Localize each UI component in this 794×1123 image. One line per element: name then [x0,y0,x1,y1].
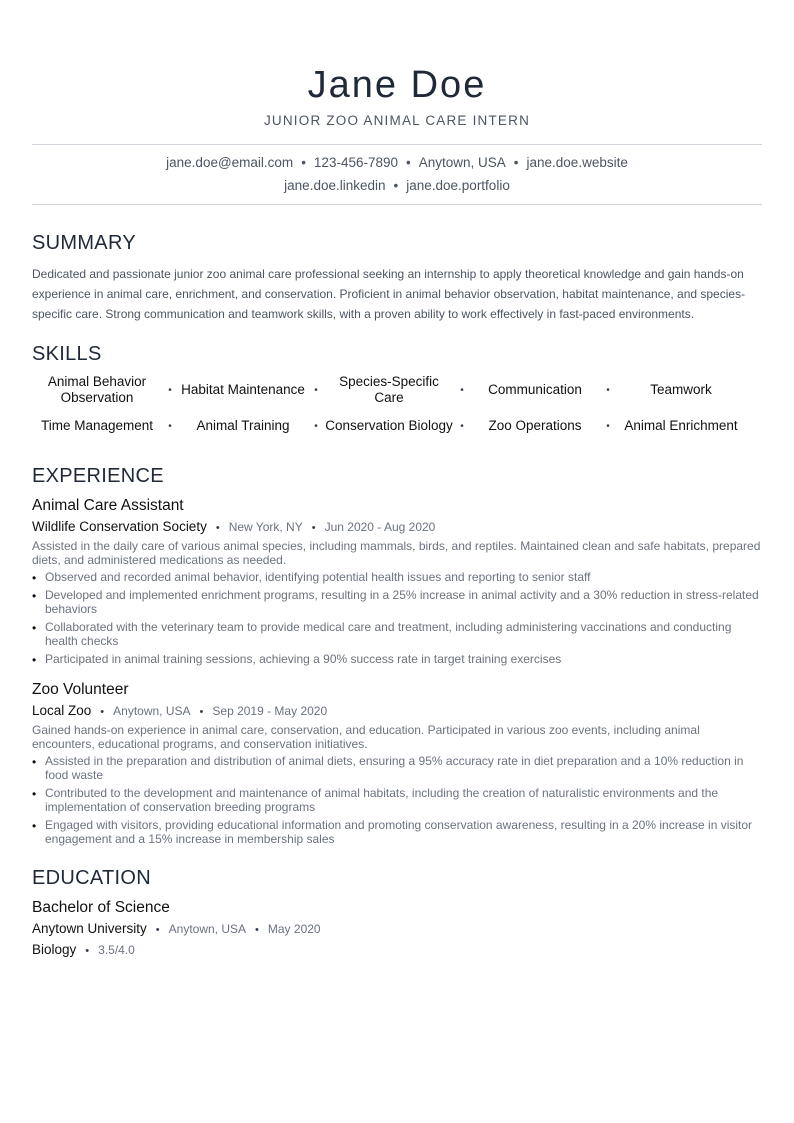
position-dates: Sep 2019 - May 2020 [212,704,328,718]
school-location: Anytown, USA [168,922,247,936]
skill-item: Conservation Biology [325,418,453,433]
achievement-list [32,754,762,846]
position-meta [32,518,762,537]
graduation-date: May 2020 [267,922,321,936]
achievement-item: • Engaged with visitors, providing educational information and promoting conservation awareness, resulting in a 20% increase in visitor engagement and a 15% increase in membership sales [32,818,762,846]
contact-info [32,145,762,204]
skill-item: Animal Enrichment [624,418,738,433]
skills-grid [32,372,762,444]
separator-dot: • [100,706,105,718]
position-meta [32,702,762,721]
separator-dot: • [215,522,220,534]
position-title: Animal Care Assistant [32,497,184,514]
experience-entry [32,680,762,846]
skill-item: Zoo Operations [488,418,582,433]
education-heading: EDUCATION [32,867,151,889]
major: Biology [32,942,77,957]
summary-text: Dedicated and passionate junior zoo animal care professional seeking an internship to apply theoretical knowledge and gain hands-on experience in animal care, enrichment, and conservation. Proficient in animal behavior observation, habitat maintenance, and species-specific care. Strong communication and teamwork skills, with a proven ability to work effectively in fast-paced environments. [32,267,746,321]
education-meta [32,920,762,939]
skills-row [32,372,762,408]
position-location: Anytown, USA [113,704,191,718]
candidate-name: Jane Doe [307,64,487,106]
contact-line-1 [32,151,762,174]
achievement-list [32,570,762,666]
separator-dot: • [406,155,411,170]
skill-item: Communication [488,382,582,397]
skill-item: Teamwork [650,382,712,397]
organization: Local Zoo [32,703,92,718]
email-link[interactable]: jane.doe@email.com [166,155,294,170]
skill-item: Animal Training [196,418,290,433]
achievement-item: • Developed and implemented enrichment programs, resulting in a 25% increase in animal activity and a 30% reduction in stress-related behaviors [32,588,762,616]
job-title: JUNIOR ZOO ANIMAL CARE INTERN [263,113,531,128]
skill-item: Animal Behavior Observation [47,374,147,405]
degree: Bachelor of Science [32,899,170,916]
organization: Wildlife Conservation Society [32,519,207,534]
achievement-item: • Assisted in the preparation and distribution of animal diets, ensuring a 95% accuracy rate in diet preparation and a 10% reduction in food waste [32,754,762,782]
divider [32,204,762,205]
experience-heading: EXPERIENCE [32,465,164,487]
school: Anytown University [32,921,147,936]
separator-dot: • [85,945,90,957]
skills-row [32,408,762,444]
skill-item: Time Management [40,418,154,433]
separator-dot: • [460,420,464,432]
separator-dot: • [311,522,316,534]
separator-dot: • [513,155,519,170]
contact-line-2 [32,174,762,197]
separator-dot: • [606,384,610,396]
separator-dot: • [460,384,464,396]
location: Anytown, USA [418,155,506,170]
achievement-item: • Collaborated with the veterinary team to provide medical care and treatment, including administering vaccinations and conducting health checks [32,620,762,648]
separator-dot: • [168,384,172,396]
website-link[interactable]: jane.doe.website [526,155,628,170]
skill-item: Species-Specific Care [339,374,439,405]
position-description: Gained hands-on experience in animal care, conservation, and education. Participated in various zoo events, including animal encounters, educational programs, and conservation initiatives. [32,723,700,751]
gpa: 3.5/4.0 [98,943,135,957]
separator-dot: • [155,924,160,936]
position-location: New York, NY [228,520,303,534]
skill-item: Habitat Maintenance [181,382,305,397]
separator-dot: • [606,420,610,432]
separator-dot: • [314,384,318,396]
achievement-item: • Participated in animal training sessions, achieving a 90% success rate in target training exercises [32,652,762,666]
portfolio-link[interactable]: jane.doe.portfolio [406,178,510,193]
experience-entry [32,496,762,666]
phone-number[interactable]: 123-456-7890 [313,155,398,170]
summary-heading: SUMMARY [32,232,136,254]
linkedin-link[interactable]: jane.doe.linkedin [284,178,386,193]
separator-dot: • [199,706,204,718]
separator-dot: • [393,178,399,193]
separator-dot: • [255,924,259,936]
skills-heading: SKILLS [32,343,102,365]
separator-dot: • [168,420,172,432]
separator-dot: • [314,420,318,432]
position-title: Zoo Volunteer [32,681,129,698]
education-detail [32,941,762,960]
achievement-item: • Contributed to the development and maintenance of animal habitats, including the creation of naturalistic environments and the implementation of conservation breeding programs [32,786,762,814]
separator-dot: • [301,155,306,170]
position-dates: Jun 2020 - Aug 2020 [324,520,436,534]
education-entry [32,898,762,960]
position-description: Assisted in the daily care of various animal species, including mammals, birds, and reptiles. Maintained clean and safe habitats, prepared diets, and administered medications as needed. [32,539,761,567]
achievement-item: • Observed and recorded animal behavior, identifying potential health issues and reporting to senior staff [32,570,762,584]
